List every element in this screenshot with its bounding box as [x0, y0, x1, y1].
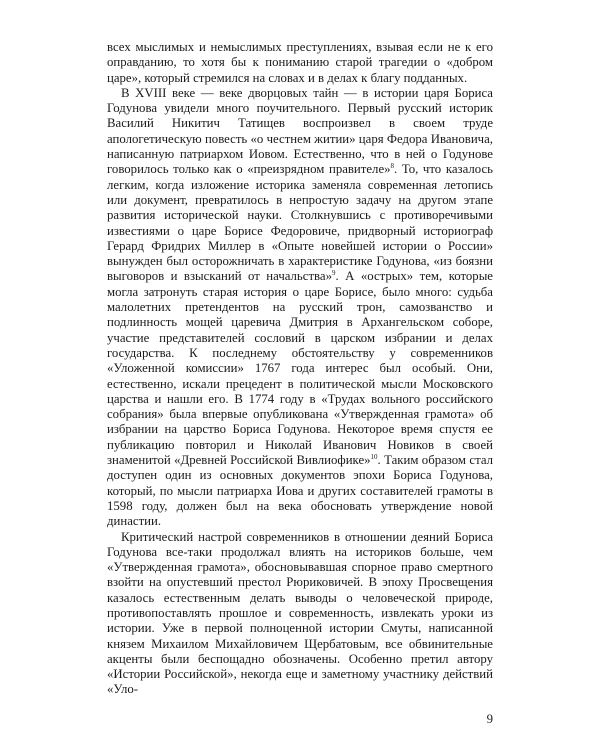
page-number: 9: [486, 712, 493, 726]
paragraph-1-text: всех мыслимых и немыслимых преступлениях, взывая если не к его оправданию, то хотя бы к пониманию старой трагедии о «добром царе», который стремился на словах и в делах к благу подданных.: [107, 40, 493, 85]
paragraph-2-text-a: В XVIII веке — веке дворцовых тайн — в истории царя Бориса Годунова увидели много поучительного. Первый русский историк Василий Никитич Татищев воспроизвел в своем труде апологетическую повесть «о честнем житии» царя Федора Ивановича, написанную патриархом Иовом. Естественно, что в ней о Годунове говорилось только как о «преизрядном правителе»: [107, 85, 493, 177]
paragraph-2-text-b: . То, что казалось легким, когда изложение историка заменяла современная летопись или документ, превратилось в непростую задачу на другом этапе развития исторической науки. Столкнувшись с противоречивыми известиями о царе Борисе Федоровиче, придворный историограф Герард Фридрих Миллер в «Опыте новейшей истории о России» вынужден был осторожничать в характеристике Годунова, «из боязни выговоров и взысканий от начальства»: [107, 162, 493, 284]
paragraph-2-text-d: . Таким образом стал доступен один из основных документов эпохи Бориса Годунова, который, по мысли патриарха Иова и других составителей грамоты в 1598 году, должен был на века обосновать утверждение новой династии.: [107, 453, 493, 529]
footnote-ref-9: 9: [332, 269, 336, 278]
footnote-ref-10: 10: [370, 453, 378, 462]
paragraph-1: [107, 40, 493, 86]
paragraph-2: [107, 86, 493, 530]
paragraph-3: [107, 530, 493, 698]
paragraph-2-text-c: . А «острых» тем, которые могла затронуть старая история о царе Борисе, было много: судьба малолетних претендентов на русский трон, самозванство и подлинность мощей царевича Дмитрия в Архангельском соборе, участие представителей сословий в царском избрании и делах государства. К последнему обстоятельству у современников «Уложенной комиссии» 1767 года интерес был особый. Они, естественно, искали прецедент в политической мысли Московского царства и нашли его. В 1774 году в «Трудах вольного российского собрания» была впервые опубликована «Утвержденная грамота» об избрании на царство Бориса Годунова. Некоторое время спустя ее публикацию повторил и Николай Иванович Новиков в своей знаменитой «Древней Российской Вивлиофике»: [107, 269, 493, 468]
footnote-ref-8: 8: [390, 162, 395, 171]
paragraph-3-text: Критический настрой современников в отношении деяний Бориса Годунова все-таки продолжал влиять на историков больше, чем «Утвержденная грамота», обосновывавшая спорное право смертного взойти на опустевший престол Рюриковичей. В эпоху Просвещения казалось естественным делать выводы о человеческой природе, противопоставлять прошлое и современность, извлекать уроки из истории. Уже в первой полноценной истории Смуты, написанной князем Михаилом Михайловичем Щербатовым, все обвинительные акценты были беспощадно обозначены. Особенно претил автору «Истории Российской», некогда еще и заметному участнику действий «Уло-: [107, 529, 493, 697]
book-page: [107, 40, 493, 720]
